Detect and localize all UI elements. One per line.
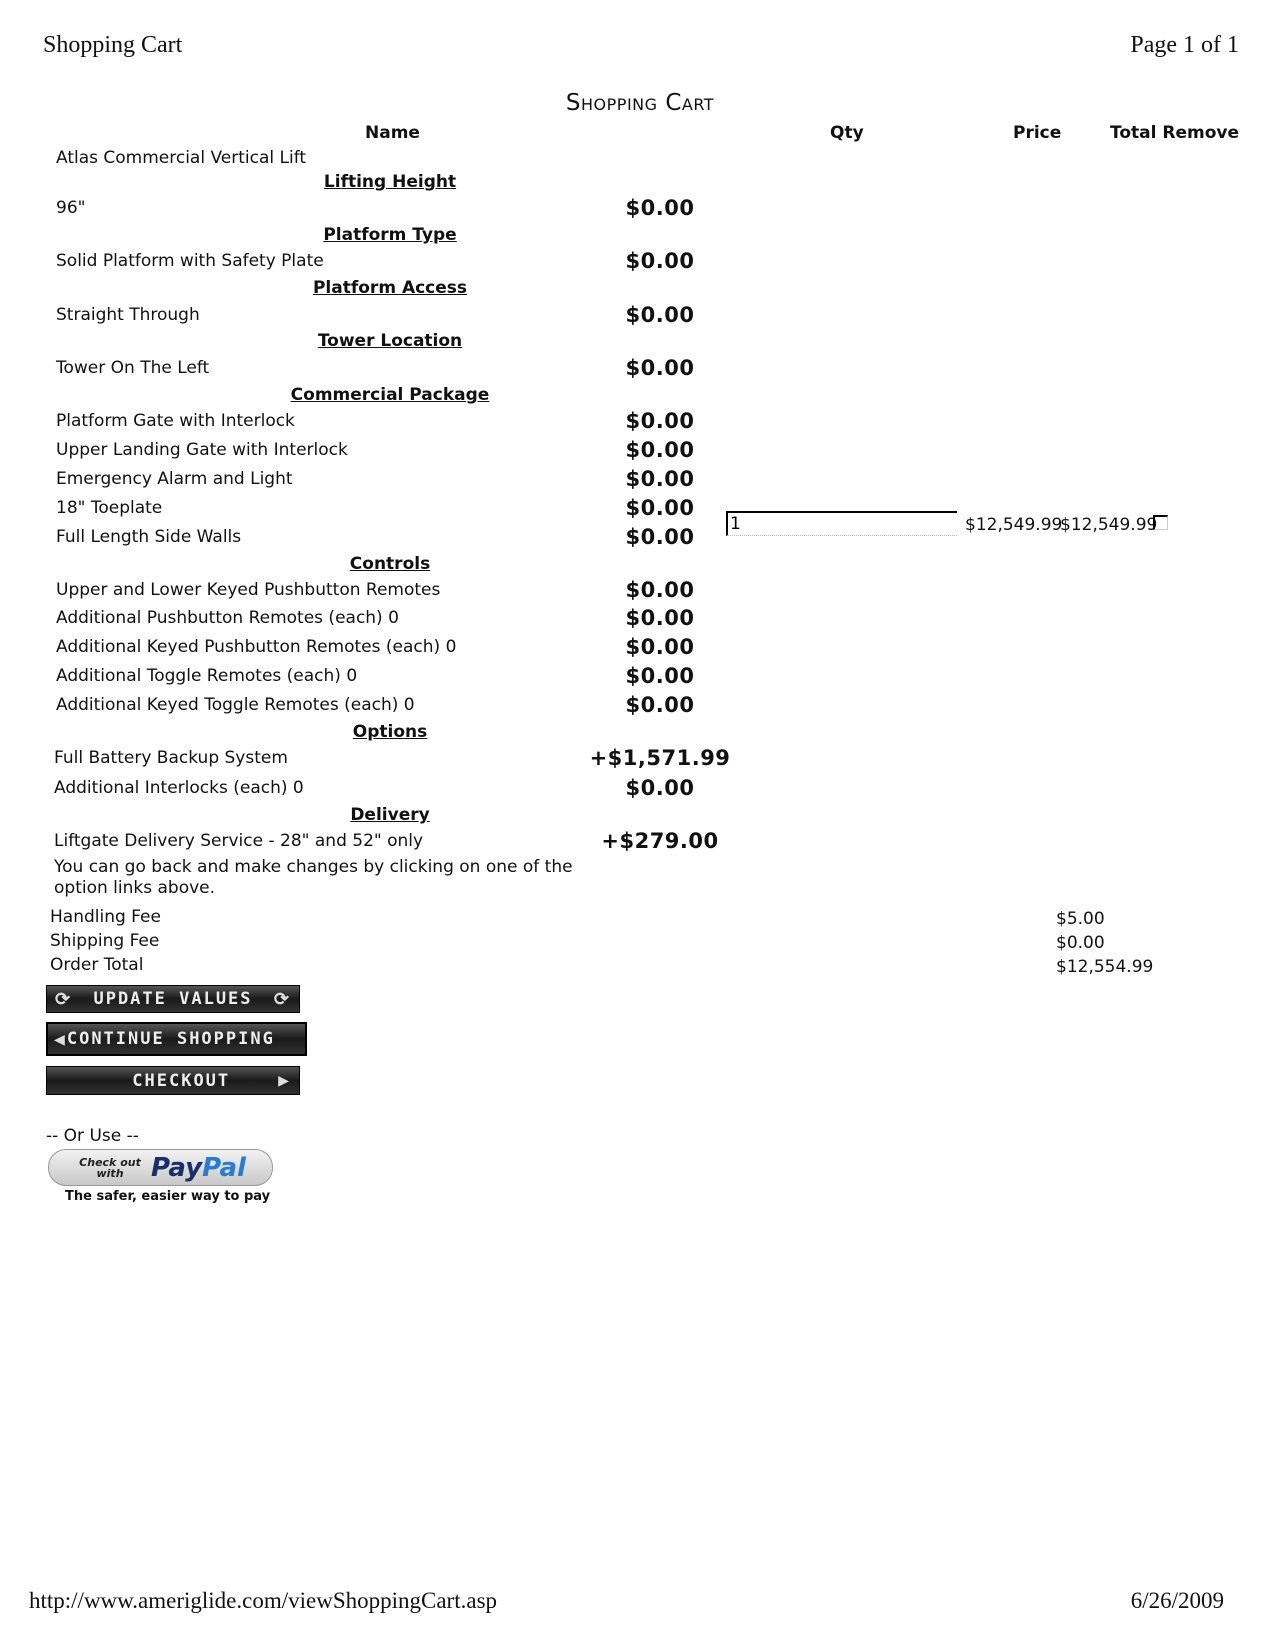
option-section-link[interactable]: Controls: [349, 554, 431, 574]
option-item-name: Additional Interlocks (each) 0: [54, 778, 304, 798]
arrow-right-icon: ▶: [278, 1070, 291, 1091]
option-item-name: Additional Keyed Toggle Remotes (each) 0: [56, 695, 415, 715]
option-item-price: $0.00: [625, 467, 695, 491]
option-item-price: $0.00: [625, 606, 695, 630]
order-total-label: Order Total: [50, 955, 144, 975]
quantity-input[interactable]: [726, 511, 957, 536]
paypal-small-text: Check out with: [79, 1155, 141, 1180]
checkout-button[interactable]: [46, 1066, 300, 1095]
option-item-name: Additional Toggle Remotes (each) 0: [56, 666, 358, 686]
column-header-name: Name: [365, 123, 420, 143]
option-item-price: $0.00: [625, 356, 695, 380]
option-item-name: Additional Keyed Pushbutton Remotes (each) 0: [56, 637, 457, 657]
update-values-label: UPDATE VALUES: [93, 989, 253, 1009]
remove-checkbox[interactable]: [1153, 515, 1168, 530]
handling-fee-label: Handling Fee: [50, 907, 161, 927]
option-item-name: 18" Toeplate: [56, 498, 163, 518]
option-item-price: $0.00: [625, 776, 695, 800]
continue-shopping-button[interactable]: [46, 1022, 307, 1056]
or-use-label: -- Or Use --: [46, 1126, 139, 1146]
option-item-name: Tower On The Left: [56, 358, 210, 378]
print-header-title: Shopping Cart: [43, 32, 183, 58]
option-item-name: 96": [56, 198, 86, 218]
option-section-link[interactable]: Commercial Package: [290, 385, 490, 405]
option-item-name: Full Length Side Walls: [56, 527, 242, 547]
paypal-logo: PayPal: [151, 1152, 246, 1183]
option-item-price: $0.00: [625, 438, 695, 462]
column-header-total-remove: Total Remove: [1110, 123, 1239, 143]
option-item-price: +$279.00: [601, 829, 719, 853]
option-item-name: Solid Platform with Safety Plate: [56, 251, 324, 271]
unit-price: $12,549.99: [965, 515, 1063, 535]
page-title: Shopping Cart: [565, 90, 715, 116]
paypal-checkout-button[interactable]: [48, 1149, 273, 1186]
option-item-name: Platform Gate with Interlock: [56, 411, 295, 431]
option-item-price: $0.00: [625, 496, 695, 520]
option-item-name: Emergency Alarm and Light: [56, 469, 293, 489]
option-item-price: $0.00: [625, 303, 695, 327]
column-header-price: Price: [1013, 123, 1062, 143]
update-values-button[interactable]: [46, 985, 300, 1013]
option-item-name: Upper and Lower Keyed Pushbutton Remotes: [56, 580, 441, 600]
paypal-tagline: The safer, easier way to pay: [65, 1189, 271, 1204]
option-item-price: $0.00: [625, 249, 695, 273]
option-item-price: $0.00: [625, 196, 695, 220]
order-total-value: $12,554.99: [1056, 957, 1154, 977]
edit-note: You can go back and make changes by clicking on one of the option links above.: [54, 857, 573, 898]
product-name: Atlas Commercial Vertical Lift: [56, 148, 307, 168]
option-item-price: $0.00: [625, 578, 695, 602]
handling-fee-value: $5.00: [1056, 909, 1105, 929]
continue-shopping-label: CONTINUE SHOPPING: [66, 1029, 275, 1049]
option-section-link[interactable]: Platform Type: [323, 225, 457, 245]
column-header-qty: Qty: [830, 123, 864, 143]
option-item-price: $0.00: [625, 664, 695, 688]
option-item-name: Liftgate Delivery Service - 28" and 52" only: [54, 831, 424, 851]
option-section-link[interactable]: Tower Location: [317, 331, 463, 351]
option-item-name: Straight Through: [56, 305, 200, 325]
shipping-fee-value: $0.00: [1056, 933, 1105, 953]
option-section-link[interactable]: Lifting Height: [323, 172, 457, 192]
option-item-name: Additional Pushbutton Remotes (each) 0: [56, 608, 399, 628]
option-item-price: $0.00: [625, 693, 695, 717]
option-item-price: $0.00: [625, 525, 695, 549]
shipping-fee-label: Shipping Fee: [50, 931, 160, 951]
print-page-number: Page 1 of 1: [1130, 32, 1239, 58]
footer-date: 6/26/2009: [1130, 1588, 1224, 1613]
option-item-price: $0.00: [625, 635, 695, 659]
option-section-link[interactable]: Platform Access: [312, 278, 468, 298]
option-item-name: Full Battery Backup System: [54, 748, 288, 768]
refresh-icon: ⟳: [55, 988, 73, 1010]
option-item-name: Upper Landing Gate with Interlock: [56, 440, 348, 460]
option-section-link[interactable]: Options: [352, 722, 428, 742]
option-item-price: $0.00: [625, 409, 695, 433]
checkout-label: CHECKOUT: [132, 1070, 231, 1091]
option-item-price: +$1,571.99: [589, 746, 731, 770]
arrow-left-icon: ◀: [54, 1028, 67, 1050]
option-section-link[interactable]: Delivery: [350, 805, 430, 825]
line-total: $12,549.99: [1060, 515, 1158, 535]
footer-url: http://www.ameriglide.com/viewShoppingCart.asp: [29, 1588, 498, 1613]
refresh-icon: ⟳: [273, 988, 291, 1010]
